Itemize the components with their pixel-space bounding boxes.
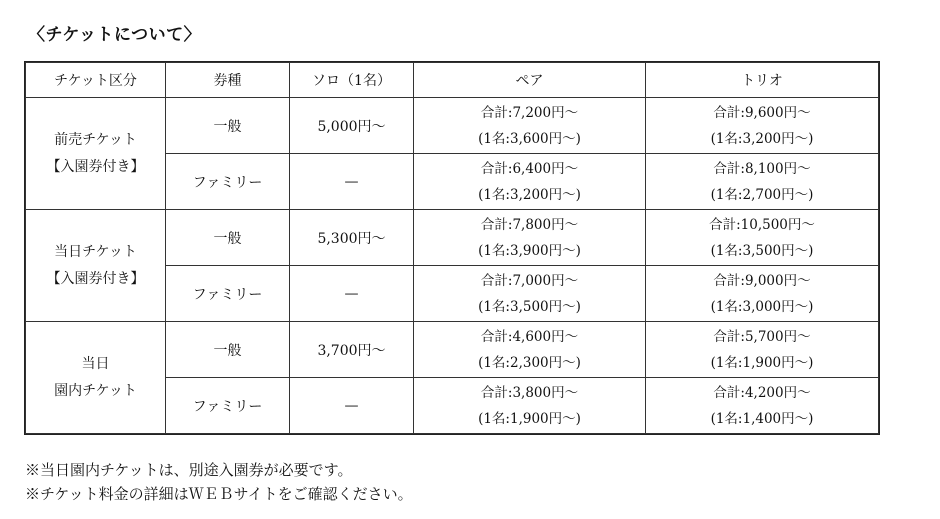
trio-price-cell	[646, 322, 879, 378]
group-name-same-day	[26, 210, 166, 322]
solo-price-cell: 3,700円〜	[290, 322, 414, 378]
pair-per-person: (1名:2,300円〜)	[478, 354, 581, 371]
pair-per-person: (1名:3,500円〜)	[478, 298, 581, 315]
pair-total: 合計:4,600円〜	[480, 328, 579, 345]
pair-price-cell	[414, 154, 646, 210]
pair-total: 合計:7,000円〜	[480, 272, 579, 289]
trio-per-person: (1名:1,400円〜)	[710, 410, 814, 427]
pair-price-cell	[414, 322, 646, 378]
pair-total: 合計:6,400円〜	[480, 160, 579, 177]
solo-price-cell: 5,300円〜	[290, 210, 414, 266]
group-name-line: 前売チケット	[54, 131, 137, 148]
header-ticket-type: 券種	[166, 63, 290, 98]
header-pair: ペア	[414, 63, 646, 98]
pair-per-person: (1名:3,600円〜)	[478, 130, 581, 147]
trio-total: 合計:9,600円〜	[713, 104, 811, 121]
trio-per-person: (1名:3,200円〜)	[710, 130, 814, 147]
trio-total: 合計:5,700円〜	[713, 328, 811, 345]
table-row	[26, 98, 879, 154]
pair-price-cell	[414, 210, 646, 266]
ticket-price-table	[25, 62, 879, 434]
group-name-line: 【入園券付き】	[46, 158, 145, 175]
solo-price-cell: —	[290, 266, 414, 322]
section-heading: 〈チケットについて〉	[28, 25, 202, 45]
ticket-type-cell: ファミリー	[166, 154, 290, 210]
footnote: ※当日園内チケットは、別途入園券が必要です。	[25, 461, 353, 479]
pair-price-cell	[414, 378, 646, 434]
table-row	[26, 210, 879, 266]
trio-per-person: (1名:2,700円〜)	[710, 186, 814, 203]
group-name-line: 当日チケット	[54, 243, 137, 260]
trio-per-person: (1名:1,900円〜)	[710, 354, 814, 371]
pair-price-cell	[414, 266, 646, 322]
trio-per-person: (1名:3,500円〜)	[710, 242, 814, 259]
group-name-line: 当日	[81, 355, 110, 372]
pair-per-person: (1名:3,900円〜)	[478, 242, 581, 259]
trio-price-cell	[646, 98, 879, 154]
solo-price-cell: —	[290, 154, 414, 210]
pair-per-person: (1名:1,900円〜)	[478, 410, 581, 427]
group-name-advance	[26, 98, 166, 210]
header-trio: トリオ	[646, 63, 879, 98]
header-solo: ソロ（1名）	[290, 63, 414, 98]
solo-price-cell: —	[290, 378, 414, 434]
trio-price-cell	[646, 378, 879, 434]
trio-per-person: (1名:3,000円〜)	[710, 298, 814, 315]
pair-total: 合計:7,800円〜	[480, 216, 579, 233]
ticket-type-cell: 一般	[166, 322, 290, 378]
ticket-type-cell: 一般	[166, 210, 290, 266]
trio-total: 合計:8,100円〜	[713, 160, 811, 177]
group-name-line: 園内チケット	[54, 382, 137, 399]
header-ticket-category: チケット区分	[26, 63, 166, 98]
footnotes	[25, 458, 413, 506]
footnote: ※チケット料金の詳細はＷＥＢサイトをご確認ください。	[25, 485, 413, 503]
solo-price-cell: 5,000円〜	[290, 98, 414, 154]
trio-total: 合計:9,000円〜	[713, 272, 811, 289]
ticket-type-cell: ファミリー	[166, 378, 290, 434]
trio-total: 合計:4,200円〜	[713, 384, 811, 401]
ticket-type-cell: 一般	[166, 98, 290, 154]
pair-total: 合計:7,200円〜	[480, 104, 579, 121]
table-row	[26, 322, 879, 378]
pair-total: 合計:3,800円〜	[480, 384, 579, 401]
table-header-row	[26, 63, 879, 98]
group-name-line: 【入園券付き】	[46, 270, 145, 287]
ticket-type-cell: ファミリー	[166, 266, 290, 322]
trio-total: 合計:10,500円〜	[709, 216, 815, 233]
group-name-in-park	[26, 322, 166, 434]
pair-per-person: (1名:3,200円〜)	[478, 186, 581, 203]
trio-price-cell	[646, 210, 879, 266]
pair-price-cell	[414, 98, 646, 154]
trio-price-cell	[646, 154, 879, 210]
trio-price-cell	[646, 266, 879, 322]
